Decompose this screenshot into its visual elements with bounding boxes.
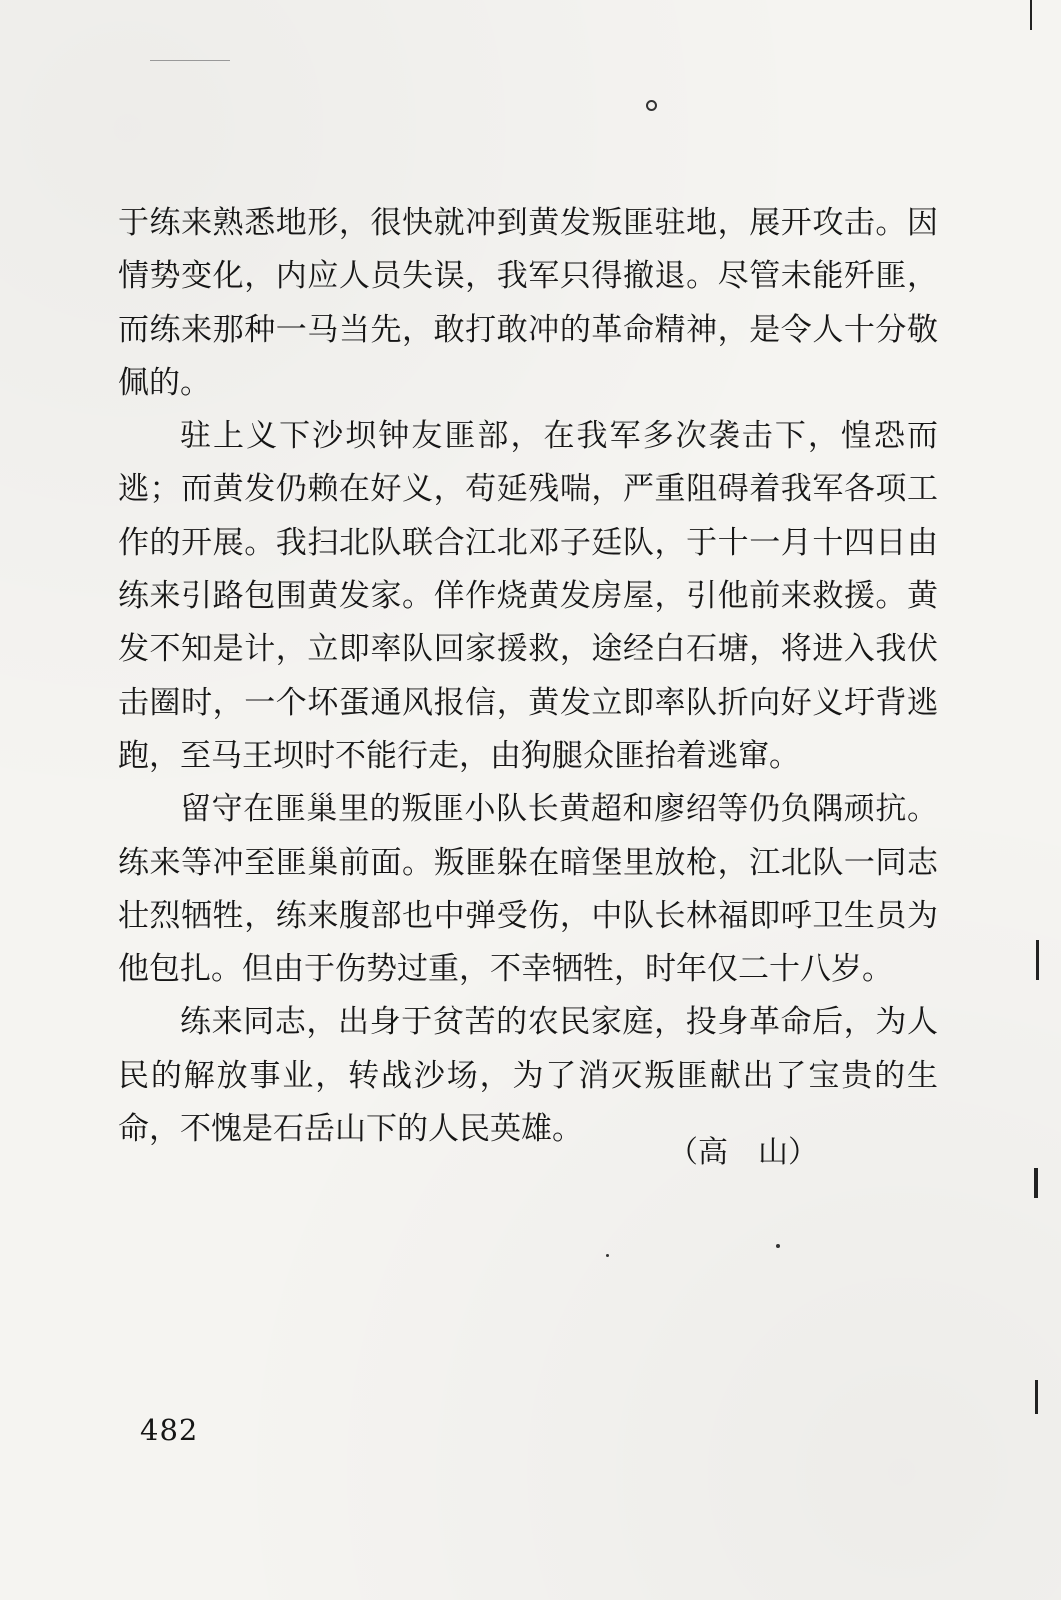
- scan-edge-mark: [1036, 940, 1039, 980]
- scan-edge-mark: [1035, 1380, 1038, 1414]
- scan-edge-mark: [150, 60, 230, 61]
- scan-edge-mark: [1030, 0, 1032, 30]
- scan-speck: [606, 1254, 609, 1257]
- paragraph-1: 于练来熟悉地形，很快就冲到黄发叛匪驻地，展开攻击。因情势变化，内应人员失误，我军只得撤退。尽管未能歼匪，而练来那种一马当先，敢打敢冲的革命精神，是令人十分敬佩的。: [118, 205, 938, 401]
- paragraph-4: 练来同志，出身于贫苦的农民家庭，投身革命后，为人民的解放事业，转战沙场，为了消灭叛匪献出了宝贵的生命，不愧是石岳山下的人民英雄。: [118, 1004, 938, 1148]
- author-byline: （高 山）: [668, 1135, 818, 1170]
- scan-speck: [776, 1244, 780, 1248]
- article-body: [118, 197, 938, 1156]
- page-number: 482: [140, 1413, 199, 1447]
- scan-speck: [646, 100, 657, 111]
- scan-edge-mark: [1034, 1168, 1038, 1198]
- paragraph-3: 留守在匪巢里的叛匪小队长黄超和廖绍等仍负隅顽抗。练来等冲至匪巢前面。叛匪躲在暗堡里放枪，江北队一同志壮烈牺牲，练来腹部也中弹受伤，中队长林福即呼卫生员为他包扎。但由于伤势过重，不幸牺牲，时年仅二十八岁。: [118, 791, 938, 988]
- paragraph-2: 驻上义下沙坝钟友匪部，在我军多次袭击下，惶恐而逃；而黄发仍赖在好义，苟延残喘，严重阻碍着我军各项工作的开展。我扫北队联合江北邓子廷队，于十一月十四日由练来引路包围黄发家。佯作烧黄发房屋，引他前来救援。黄发不知是计，立即率队回家援救，途经白石塘，将进入我伏击圈时，一个坏蛋通风报信，黄发立即率队折向好义圩背逃跑，至马王坝时不能行走，由狗腿众匪抬着逃窜。: [118, 418, 938, 774]
